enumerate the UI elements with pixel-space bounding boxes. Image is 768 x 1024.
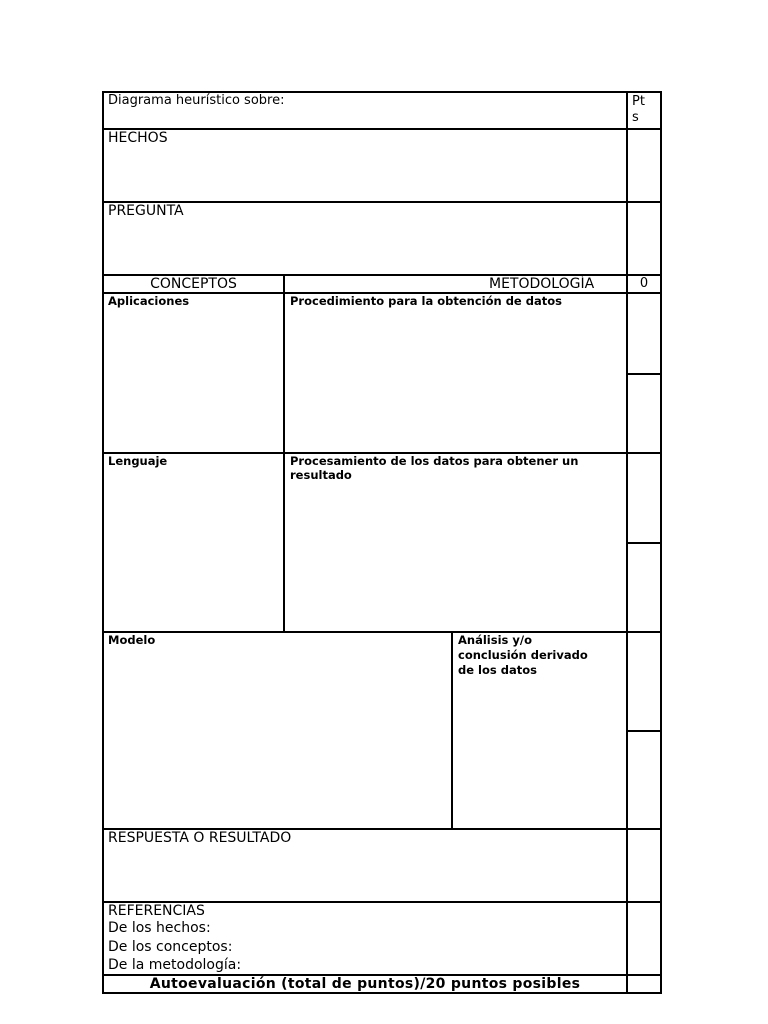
respuesta-label: RESPUESTA O RESULTADO xyxy=(108,830,292,846)
border-right xyxy=(660,91,662,994)
metodologia-heading: METODOLOGÍA xyxy=(489,276,595,292)
analisis-label-line-1: Análisis y/o xyxy=(458,633,532,647)
referencias-conceptos: De los conceptos: xyxy=(108,939,233,955)
border-pts-split-3 xyxy=(626,730,662,732)
aplicaciones-label: Aplicaciones xyxy=(108,294,190,308)
pregunta-label: PREGUNTA xyxy=(108,203,184,219)
metodologia-pts: 0 xyxy=(639,276,649,291)
referencias-hechos: De los hechos: xyxy=(108,920,211,936)
lenguaje-label: Lenguaje xyxy=(108,454,168,468)
conceptos-heading: CONCEPTOS xyxy=(150,276,237,292)
diagram-title: Diagrama heurístico sobre: xyxy=(108,93,285,108)
procedimiento-label: Procedimiento para la obtención de datos xyxy=(290,294,562,308)
border-pregunta xyxy=(102,201,662,203)
hechos-field[interactable] xyxy=(104,130,626,201)
analisis-label-line-3: de los datos xyxy=(458,663,537,677)
pts-header-line-2: s xyxy=(632,110,639,125)
pregunta-field[interactable] xyxy=(104,221,626,274)
analisis-label-line-2: conclusión derivado xyxy=(458,648,588,662)
autoevaluacion-label: Autoevaluación (total de puntos)/20 puntos posibles xyxy=(149,976,581,992)
modelo-label: Modelo xyxy=(108,633,156,647)
procesamiento-label-line-2: resultado xyxy=(290,468,352,482)
procesamiento-label-line-1: Procesamiento de los datos para obtener un xyxy=(290,454,579,468)
border-pts-split-1 xyxy=(626,373,662,375)
referencias-metodologia: De la metodología: xyxy=(108,957,242,973)
hechos-label: HECHOS xyxy=(108,130,168,146)
referencias-label: REFERENCIAS xyxy=(108,903,205,919)
border-conceptos-divider xyxy=(283,274,285,633)
pts-header-line-1: Pt xyxy=(632,94,645,109)
border-analisis-divider xyxy=(451,631,453,830)
border-pts-split-2 xyxy=(626,542,662,544)
border-modelo xyxy=(102,631,662,633)
border-pts-column xyxy=(626,91,628,994)
border-bottom xyxy=(102,992,662,994)
